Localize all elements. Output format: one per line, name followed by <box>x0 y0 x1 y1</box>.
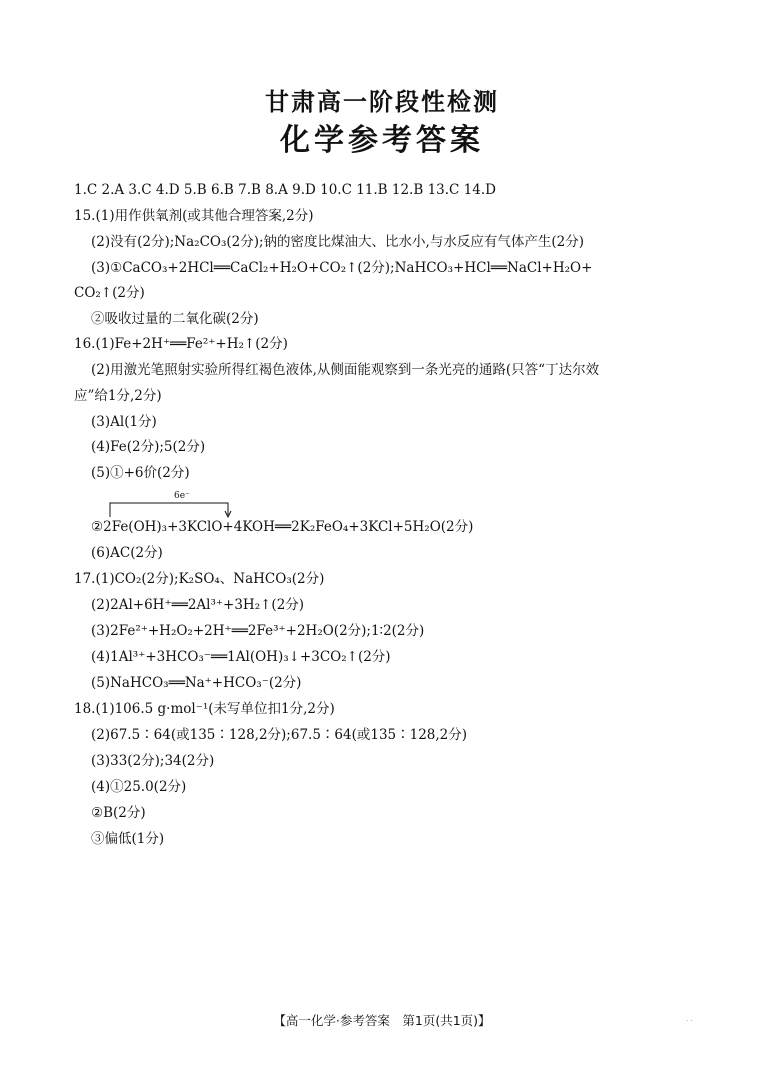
answer-16-2b: 应”给1分,2分) <box>74 388 162 404</box>
answer-15-2: (2)没有(2分);Na₂CO₃(2分);钠的密度比煤油大、比水小,与水反应有气体产生(2分) <box>91 234 584 250</box>
answer-17-1: 17.(1)CO₂(2分);K₂SO₄、NaHCO₃(2分) <box>74 571 325 587</box>
answer-18-1: 18.(1)106.5 g·mol⁻¹(未写单位扣1分,2分) <box>74 701 335 717</box>
electron-transfer-bracket <box>100 489 240 521</box>
answer-15-1: 15.(1)用作供氧剂(或其他合理答案,2分) <box>74 208 314 224</box>
answer-mc: 1.C 2.A 3.C 4.D 5.B 6.B 7.B 8.A 9.D 10.C 11.B 12.B 13.C 14.D <box>74 182 496 198</box>
answer-18-3: (3)33(2分);34(2分) <box>91 753 215 769</box>
answer-16-3: (3)Al(1分) <box>91 414 157 430</box>
answer-15-3c: ②吸收过量的二氧化碳(2分) <box>91 311 259 327</box>
page-footer: 【高一化学·参考答案 第1页(共1页)】 <box>273 1013 491 1028</box>
answer-18-2: (2)67.5∶64(或135∶128,2分);67.5∶64(或135∶128,2分) <box>91 727 468 743</box>
answer-17-5: (5)NaHCO₃══Na⁺+HCO₃⁻(2分) <box>91 675 302 691</box>
answer-16-6: (6)AC(2分) <box>91 545 163 561</box>
answer-16-4: (4)Fe(2分);5(2分) <box>91 439 206 455</box>
corner-mark: · · <box>686 1017 693 1025</box>
answer-17-3: (3)2Fe²⁺+H₂O₂+2H⁺══2Fe³⁺+2H₂O(2分);1∶2(2分) <box>91 623 425 639</box>
answer-16-5b: ②2Fe(OH)₃+3KClO+4KOH══2K₂FeO₄+3KCl+5H₂O(2分) <box>91 519 474 535</box>
page-subtitle: 化学参考答案 <box>280 123 484 158</box>
answer-15-3a: (3)①CaCO₃+2HCl══CaCl₂+H₂O+CO₂↑(2分);NaHCO₃+HCl══NaCl+H₂O+ <box>91 260 593 276</box>
answer-18-4c: ③偏低(1分) <box>91 831 165 847</box>
answer-17-4: (4)1Al³⁺+3HCO₃⁻══1Al(OH)₃↓+3CO₂↑(2分) <box>91 649 391 665</box>
electron-transfer-label: 6e⁻ <box>174 491 190 501</box>
answer-16-5: (5)①+6价(2分) <box>91 465 190 481</box>
answer-16-2a: (2)用激光笔照射实验所得红褐色液体,从侧面能观察到一条光亮的通路(只答“丁达尔效 <box>91 362 600 378</box>
answer-18-4b: ②B(2分) <box>91 805 146 821</box>
answer-15-3b: CO₂↑(2分) <box>74 285 145 301</box>
answer-17-2: (2)2Al+6H⁺══2Al³⁺+3H₂↑(2分) <box>91 597 305 613</box>
page-title: 甘肃高一阶段性检测 <box>265 88 499 116</box>
answer-16-1: 16.(1)Fe+2H⁺══Fe²⁺+H₂↑(2分) <box>74 336 288 352</box>
answer-18-4: (4)①25.0(2分) <box>91 779 187 795</box>
